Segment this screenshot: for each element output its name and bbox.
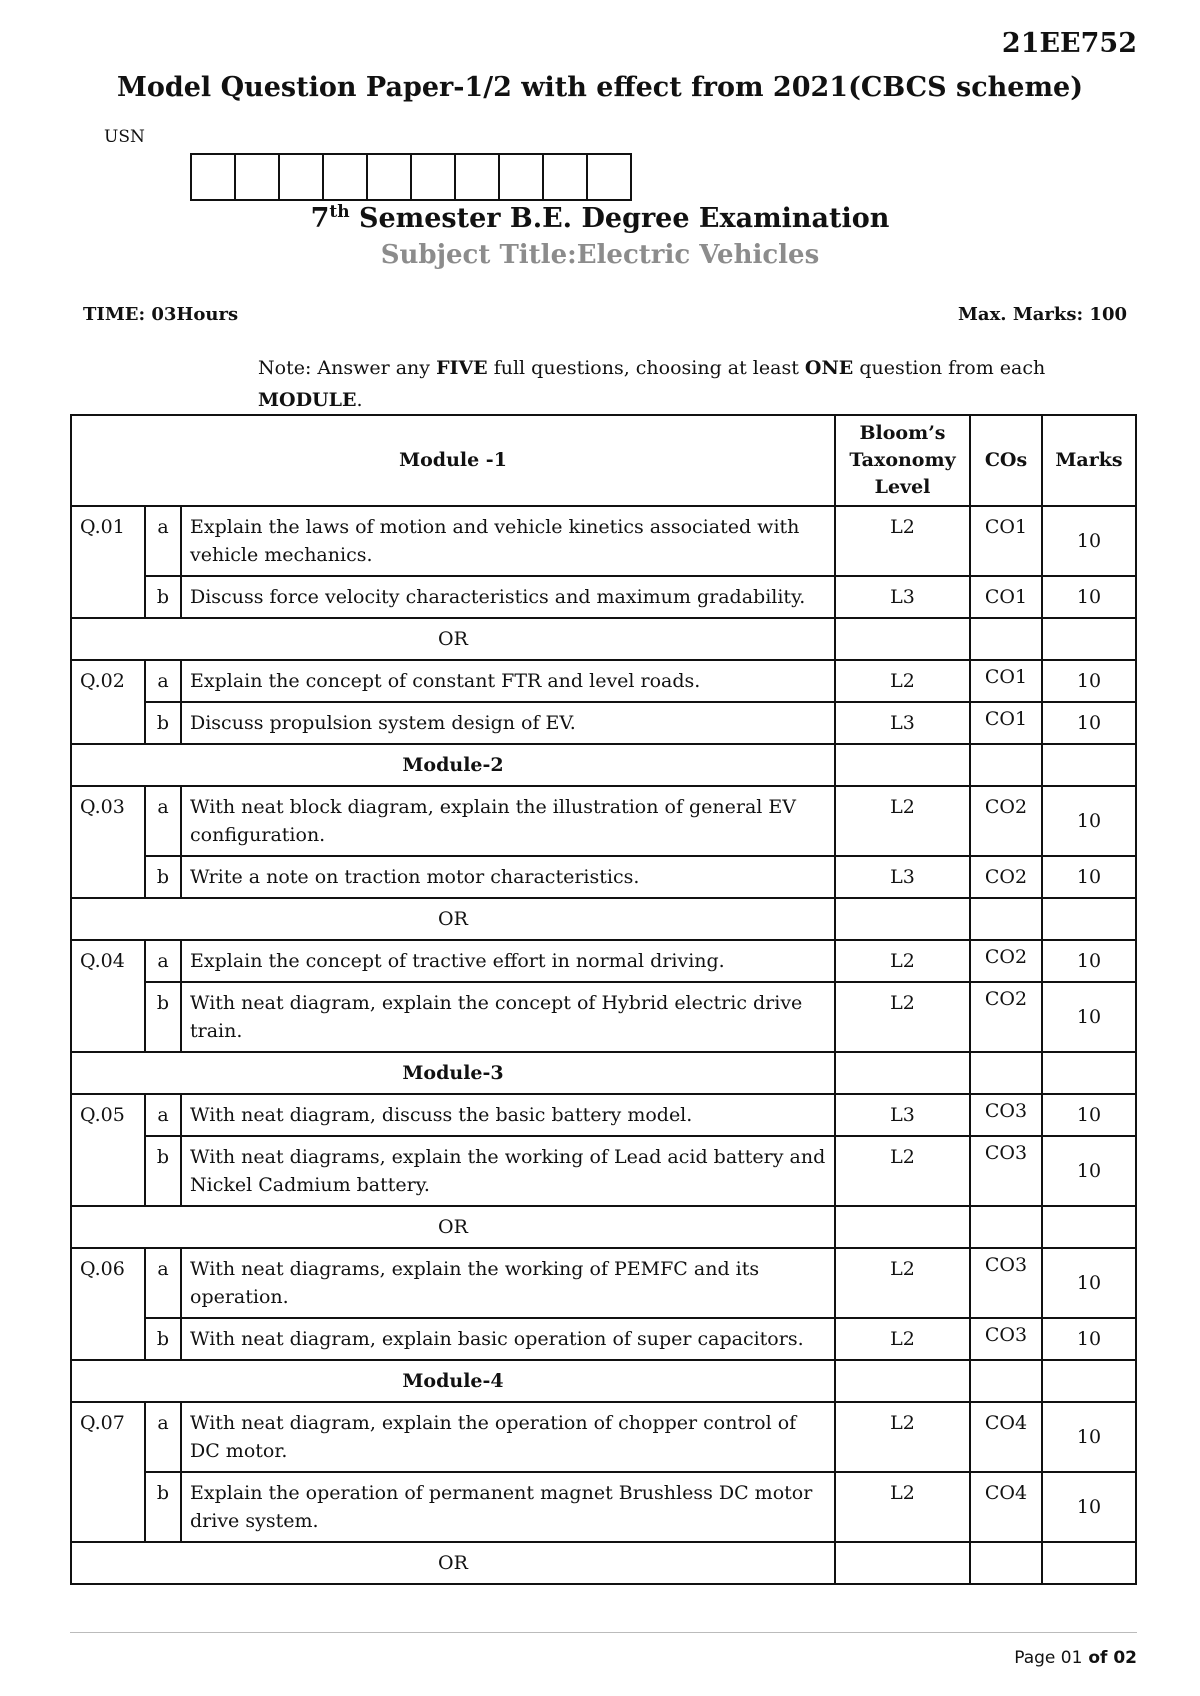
marks: 10 [1042,1402,1136,1472]
module-heading: Module -1 [71,415,835,506]
sub-question: b [145,1318,181,1360]
table-row [71,982,1136,1052]
usn-label: USN [104,127,145,147]
note-one: ONE [804,357,854,379]
table-row [71,1402,1136,1472]
bloom-level: L2 [835,660,970,702]
course-outcome: CO4 [970,1472,1042,1542]
sub-question: a [145,506,181,576]
page-total: 02 [1113,1648,1137,1668]
bloom-level: L2 [835,786,970,856]
marks: 10 [1042,1094,1136,1136]
question-text: With neat diagrams, explain the working of PEMFC and its operation. [181,1248,835,1318]
usn-box [412,155,456,199]
empty-cell [1042,1052,1136,1094]
usn-box [456,155,500,199]
bloom-level: L2 [835,1136,970,1206]
sub-question: a [145,786,181,856]
course-outcome: CO4 [970,1402,1042,1472]
question-number: Q.01 [71,506,145,618]
question-number: Q.02 [71,660,145,744]
footer-divider [70,1632,1137,1633]
sub-question: b [145,702,181,744]
module-row [71,1360,1136,1402]
table-row [71,1472,1136,1542]
module-row [71,744,1136,786]
usn-box [588,155,630,199]
course-outcome: CO3 [970,1136,1042,1206]
note-text: . [356,389,363,411]
question-text: With neat diagram, explain basic operation of super capacitors. [181,1318,835,1360]
course-outcome: CO3 [970,1248,1042,1318]
course-outcome: CO1 [970,506,1042,576]
or-label: OR [71,898,835,940]
empty-cell [1042,898,1136,940]
empty-cell [970,1542,1042,1584]
empty-cell [1042,1206,1136,1248]
question-text: Explain the concept of constant FTR and level roads. [181,660,835,702]
question-text: With neat diagram, explain the concept of Hybrid electric drive train. [181,982,835,1052]
table-row [71,660,1136,702]
question-text: Discuss propulsion system design of EV. [181,702,835,744]
marks: 10 [1042,506,1136,576]
sub-question: a [145,660,181,702]
empty-cell [970,898,1042,940]
marks-header: Marks [1042,415,1136,506]
marks: 10 [1042,1318,1136,1360]
bloom-level: L2 [835,940,970,982]
question-text: Explain the laws of motion and vehicle kinetics associated with vehicle mechanics. [181,506,835,576]
empty-cell [970,618,1042,660]
or-row [71,1542,1136,1584]
bloom-level: L2 [835,982,970,1052]
note-module: MODULE [258,389,357,411]
course-outcome: CO1 [970,576,1042,618]
course-code: 21EE752 [1001,28,1137,59]
or-label: OR [71,1206,835,1248]
question-text: With neat diagram, discuss the basic battery model. [181,1094,835,1136]
max-marks: Max. Marks: 100 [957,304,1127,325]
or-row [71,1206,1136,1248]
sub-question: a [145,1094,181,1136]
page-of: of [1082,1648,1114,1668]
note-five: FIVE [436,357,488,379]
course-outcome: CO3 [970,1094,1042,1136]
sub-question: b [145,856,181,898]
empty-cell [970,1052,1042,1094]
marks: 10 [1042,1472,1136,1542]
usn-box [500,155,544,199]
note-text: full questions, choosing at least [487,357,805,379]
module-heading: Module-4 [71,1360,835,1402]
question-number: Q.05 [71,1094,145,1206]
table-row [71,702,1136,744]
table-row [71,1094,1136,1136]
course-outcome: CO2 [970,856,1042,898]
question-number: Q.06 [71,1248,145,1360]
empty-cell [835,744,970,786]
bloom-level: L2 [835,1248,970,1318]
usn-box [236,155,280,199]
usn-box [544,155,588,199]
table-row [71,1248,1136,1318]
module-row [71,1052,1136,1094]
question-table [70,414,1137,1585]
exam-time: TIME: 03Hours [83,304,239,325]
empty-cell [1042,1360,1136,1402]
question-text: Write a note on traction motor characteristics. [181,856,835,898]
empty-cell [970,1206,1042,1248]
empty-cell [1042,744,1136,786]
or-label: OR [71,618,835,660]
table-row [71,786,1136,856]
table-header-row [71,415,1136,506]
course-outcome: CO3 [970,1318,1042,1360]
question-number: Q.07 [71,1402,145,1542]
page-current: 01 [1060,1648,1083,1668]
instructions-note [258,352,1098,416]
blooms-header: Bloom’s Taxonomy Level [835,415,970,506]
bloom-level: L3 [835,1094,970,1136]
empty-cell [970,1360,1042,1402]
or-row [71,618,1136,660]
marks: 10 [1042,1248,1136,1318]
empty-cell [835,1542,970,1584]
empty-cell [835,1206,970,1248]
or-row [71,898,1136,940]
sub-question: a [145,940,181,982]
marks: 10 [1042,982,1136,1052]
question-text: Explain the concept of tractive effort in normal driving. [181,940,835,982]
page-prefix: Page [1014,1648,1061,1668]
marks: 10 [1042,702,1136,744]
empty-cell [970,744,1042,786]
question-number: Q.04 [71,940,145,1052]
usn-box [192,155,236,199]
question-text: With neat block diagram, explain the illustration of general EV configuration. [181,786,835,856]
question-text: Discuss force velocity characteristics and maximum gradability. [181,576,835,618]
exam-title [0,202,1200,234]
usn-box [280,155,324,199]
course-outcome: CO2 [970,940,1042,982]
cos-header: COs [970,415,1042,506]
sub-question: b [145,982,181,1052]
course-outcome: CO1 [970,660,1042,702]
empty-cell [835,1360,970,1402]
question-text: Explain the operation of permanent magnet Brushless DC motor drive system. [181,1472,835,1542]
bloom-level: L2 [835,506,970,576]
empty-cell [1042,1542,1136,1584]
semester-suffix: th [329,202,350,222]
or-label: OR [71,1542,835,1584]
usn-input-boxes [190,153,632,201]
marks: 10 [1042,940,1136,982]
course-outcome: CO2 [970,982,1042,1052]
table-row [71,506,1136,576]
table-row [71,856,1136,898]
sub-question: b [145,576,181,618]
sub-question: a [145,1248,181,1318]
bloom-level: L2 [835,1472,970,1542]
empty-cell [1042,618,1136,660]
sub-question: b [145,1136,181,1206]
course-outcome: CO1 [970,702,1042,744]
marks: 10 [1042,660,1136,702]
usn-box [368,155,412,199]
page-number [1014,1648,1137,1668]
module-heading: Module-2 [71,744,835,786]
page-title: Model Question Paper-1/2 with effect from 2021(CBCS scheme) [116,72,1084,103]
question-number: Q.03 [71,786,145,898]
bloom-level: L3 [835,856,970,898]
table-row [71,576,1136,618]
table-row [71,940,1136,982]
semester-number: 7 [310,203,330,234]
table-row [71,1136,1136,1206]
usn-box [324,155,368,199]
note-text: Note: Answer any [258,357,437,379]
empty-cell [835,618,970,660]
bloom-level: L3 [835,702,970,744]
subject-title: Subject Title:Electric Vehicles [380,240,820,270]
empty-cell [835,1052,970,1094]
marks: 10 [1042,576,1136,618]
exam-name: Semester B.E. Degree Examination [349,203,890,234]
sub-question: a [145,1402,181,1472]
bloom-level: L2 [835,1402,970,1472]
note-text: question from each [853,357,1046,379]
bloom-level: L3 [835,576,970,618]
bloom-level: L2 [835,1318,970,1360]
empty-cell [835,898,970,940]
sub-question: b [145,1472,181,1542]
marks: 10 [1042,856,1136,898]
marks: 10 [1042,786,1136,856]
question-text: With neat diagram, explain the operation of chopper control of DC motor. [181,1402,835,1472]
course-outcome: CO2 [970,786,1042,856]
question-text: With neat diagrams, explain the working of Lead acid battery and Nickel Cadmium battery. [181,1136,835,1206]
module-heading: Module-3 [71,1052,835,1094]
marks: 10 [1042,1136,1136,1206]
table-row [71,1318,1136,1360]
